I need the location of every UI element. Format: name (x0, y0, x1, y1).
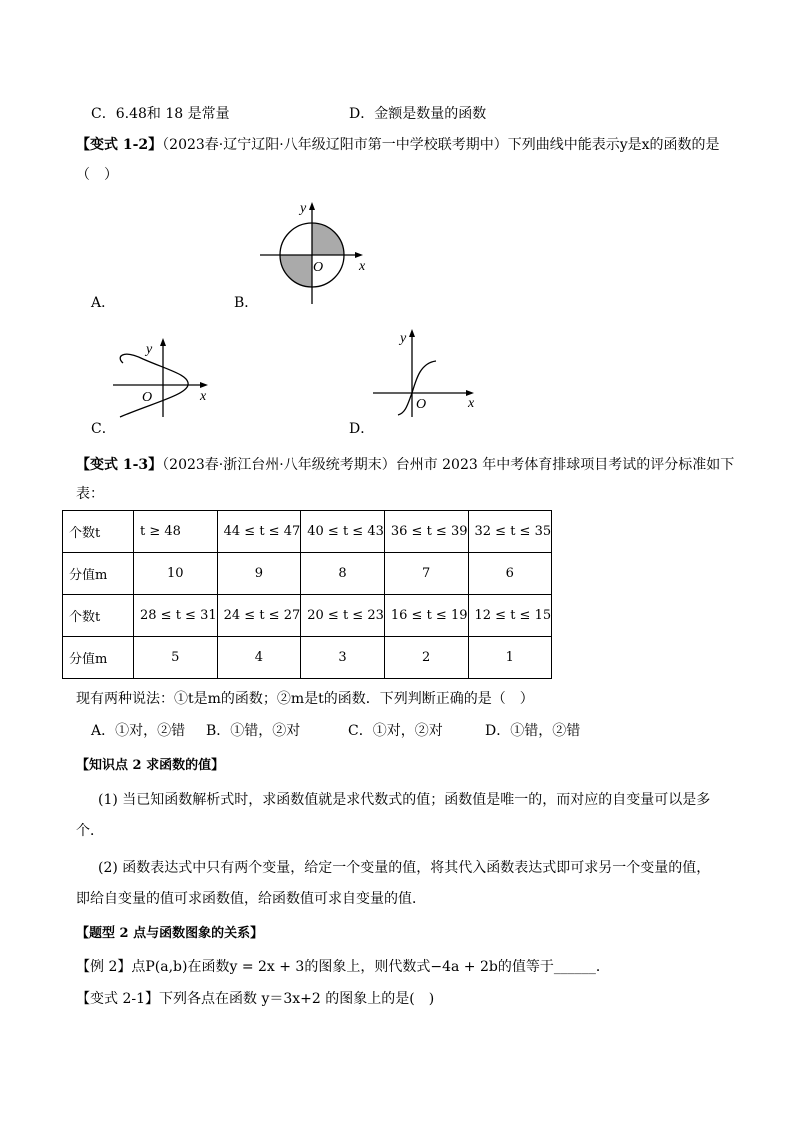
table-cell: 分值m (63, 553, 134, 595)
graph-c-y-label: y (146, 342, 153, 357)
knowledge2-title: 【知识点 2 求函数的值】 (76, 758, 225, 773)
q1-2-blank: （ ） (76, 167, 118, 183)
table-row (63, 511, 552, 553)
table-cell: 个数t (63, 595, 134, 637)
q1-2-tag: 【变式 1-2】 (76, 137, 163, 153)
scoring-table (62, 510, 552, 679)
q1-3-statement: 现有两种说法：①t是m的函数；②m是t的函数．下列判断正确的是（ ） (76, 691, 534, 707)
table-cell: 个数t (63, 511, 134, 553)
table-cell: 32 ≤ t ≤ 35 (468, 511, 552, 553)
graph-b-circle (255, 198, 375, 308)
q1-2-option-b: B． (234, 295, 259, 311)
q1-3-tag: 【变式 1-3】 (76, 457, 163, 473)
graph-b-x-label: x (359, 259, 366, 274)
table-cell: t ≥ 48 (134, 511, 218, 553)
knowledge2-p2-line1: (2) 函数表达式中只有两个变量，给定一个变量的值，将其代入函数表达式即可求另一个变量的值， (98, 860, 711, 876)
table-cell: 9 (217, 553, 301, 595)
q1-2-option-a: A． (91, 295, 116, 311)
table-cell: 5 (134, 637, 218, 679)
type2-title: 【题型 2 点与函数图象的关系】 (76, 926, 264, 941)
table-cell: 12 ≤ t ≤ 15 (468, 595, 552, 637)
table-cell: 1 (468, 637, 552, 679)
q1-3-text1: 台州市 2023 年中考体育排球项目考试的评分标准如下 (395, 457, 735, 473)
table-cell: 20 ≤ t ≤ 23 (301, 595, 385, 637)
table-cell: 28 ≤ t ≤ 31 (134, 595, 218, 637)
table-cell: 4 (217, 637, 301, 679)
graph-b-origin-label: O (313, 260, 324, 275)
graph-d-y-label: y (400, 331, 407, 346)
knowledge2-p2-line2: 即给自变量的值可求函数值，给函数值可求自变量的值． (76, 891, 426, 907)
table-row (63, 637, 552, 679)
graph-d-curve (370, 325, 485, 420)
table-cell: 分值m (63, 637, 134, 679)
q1-3-option-a: A．①对，②错 (91, 723, 186, 739)
graph-c-origin-label: O (142, 390, 153, 405)
table-cell: 40 ≤ t ≤ 43 (301, 511, 385, 553)
graph-c-curve (108, 335, 218, 420)
q1-2-option-d: D． (349, 421, 375, 437)
graph-d-origin-label: O (416, 397, 427, 412)
knowledge2-p1-line1: (1) 当已知函数解析式时，求函数值就是求代数式的值；函数值是唯一的，而对应的自变量可以是多 (98, 792, 711, 808)
option-d-prev: D．金额是数量的函数 (349, 106, 487, 122)
table-cell: 2 (384, 637, 468, 679)
graph-c-x-label: x (200, 389, 207, 404)
q1-3-option-c: C．①对，②对 (348, 723, 443, 739)
graph-d-x-label: x (468, 396, 475, 411)
q1-2-source: （2023春·辽宁辽阳·八年级辽阳市第一中学校联考期中） (162, 137, 508, 153)
table-row (63, 595, 552, 637)
graph-b-y-label: y (300, 201, 307, 216)
table-cell: 10 (134, 553, 218, 595)
q1-3-option-b: B．①错，②对 (206, 723, 301, 739)
knowledge2-p1-line2: 个． (76, 823, 104, 839)
q1-3-line1 (76, 454, 734, 474)
q1-3-option-d: D．①错，②错 (485, 723, 581, 739)
q1-3-source: （2023春·浙江台州·八年级统考期末） (162, 457, 396, 473)
table-cell: 44 ≤ t ≤ 47 (217, 511, 301, 553)
q1-2-option-c: C． (91, 421, 116, 437)
option-c-prev: C．6.48和 18 是常量 (91, 106, 230, 122)
q1-2-text: 下列曲线中能表示y是x的函数的是 (507, 137, 720, 153)
table-cell: 3 (301, 637, 385, 679)
example2-text: 【例 2】点P(a,b)在函数y = 2x + 3的图象上，则代数式−4a + 2b的值等于______． (76, 959, 610, 975)
q1-2-line (76, 134, 720, 154)
q1-3-text2: 表： (76, 486, 104, 502)
q2-1-text: 【变式 2-1】下列各点在函数 y＝3x+2 的图象上的是( ) (76, 991, 435, 1007)
table-cell: 6 (468, 553, 552, 595)
table-cell: 36 ≤ t ≤ 39 (384, 511, 468, 553)
table-cell: 16 ≤ t ≤ 19 (384, 595, 468, 637)
table-cell: 24 ≤ t ≤ 27 (217, 595, 301, 637)
table-cell: 7 (384, 553, 468, 595)
table-cell: 8 (301, 553, 385, 595)
table-row (63, 553, 552, 595)
